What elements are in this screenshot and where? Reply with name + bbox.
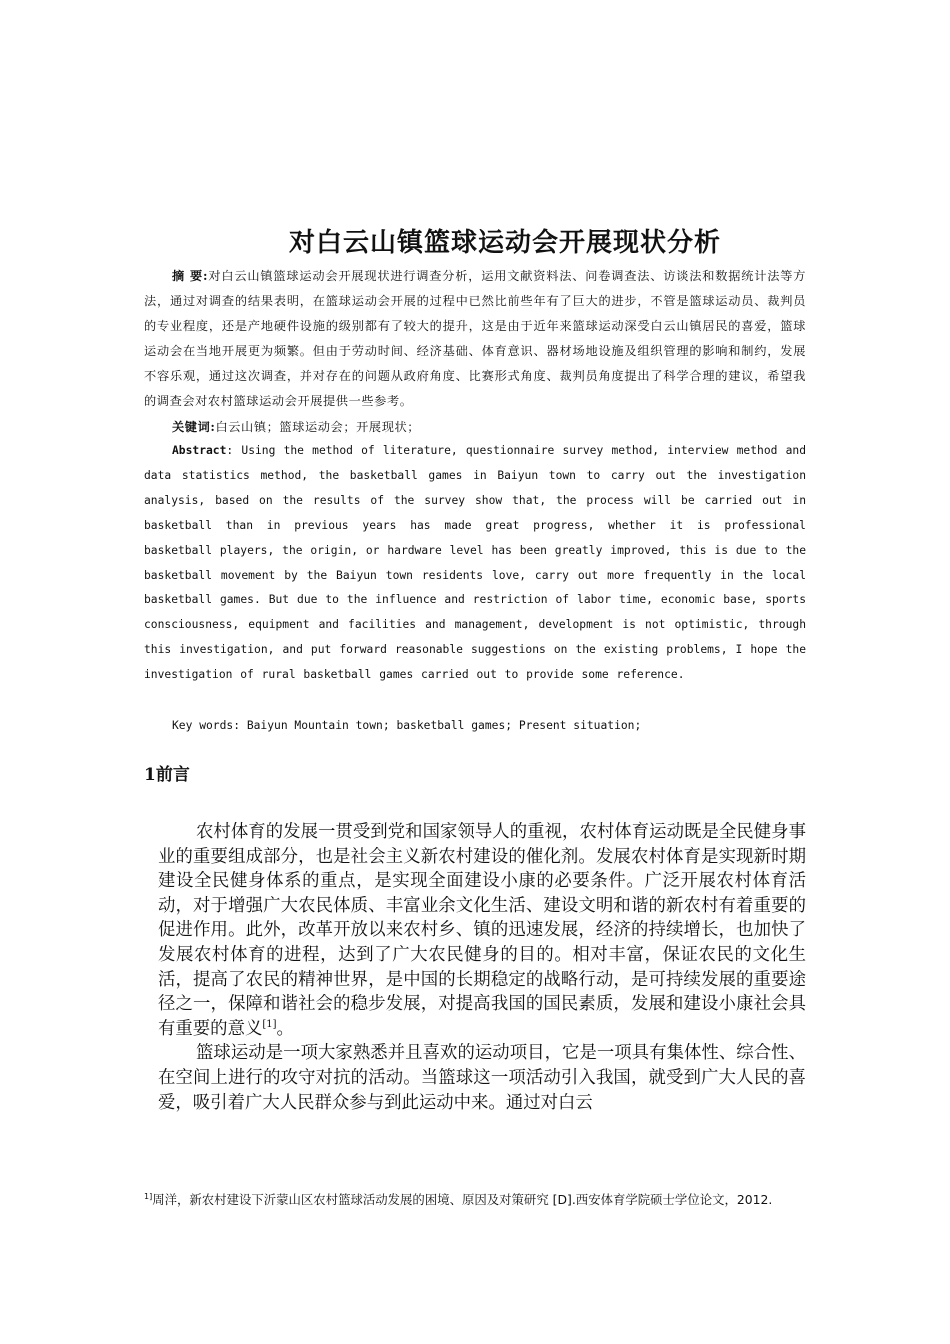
chinese-keywords [144, 415, 806, 440]
chinese-keywords-label: 关键词: [172, 420, 216, 434]
chinese-abstract-text: 对白云山镇篮球运动会开展现状进行调查分析，运用文献资料法、问卷调查法、访谈法和数据统计法等方法，通过对调查的结果表明，在篮球运动会开展的过程中已然比前些年有了巨大的进步，不管是篮球运动员、裁判员的专业程度，还是产地硬件设施的级别都有了较大的提升，这是由于近年来篮球运动深受白云山镇居民的喜爱，篮球运动会在当地开展更为频繁。但由于劳动时间、经济基础、体育意识、器材场地设施及组织管理的影响和制约，发展不容乐观，通过这次调查，并对存在的问题从政府角度、比赛形式角度、裁判员角度提出了科学合理的建议，希望我的调查会对农村篮球运动会开展提供一些参考。 [144, 269, 806, 408]
paragraph-1-text: 农村体育的发展一贯受到党和国家领导人的重视，农村体育运动既是全民健身事业的重要组成部分，也是社会主义新农村建设的催化剂。发展农村体育是实现新时期建设全民健身体系的重点，是实现全面建设小康的必要条件。广泛开展农村体育活动，对于增强广大农民体质、丰富业余文化生活、建设文明和谐的新农村有着重要的促进作用。此外，改革开放以来农村乡、镇的迅速发展，经济的持续增长，也加快了发展农村体育的进程，达到了广大农民健身的目的。相对丰富，保证农民的文化生活，提高了农民的精神世界，是中国的长期稳定的战略行动，是可持续发展的重要途径之一，保障和谐社会的稳步发展，对提高我国的国民素质，发展和建设小康社会具有重要的意义 [158, 822, 806, 1039]
citation-reference: [1] [262, 1018, 277, 1030]
footnote-text: 周洋，新农村建设下沂蒙山区农村篮球活动发展的困境、原因及对策研究 [D].西安体育学院硕士学位论文，2012. [152, 1192, 773, 1207]
footnote [144, 1190, 806, 1210]
footnote-mark: 1] [144, 1191, 153, 1201]
english-abstract [144, 439, 806, 688]
english-keywords: Key words: Baiyun Mountain town; basketball games; Present situation; [172, 719, 642, 732]
chinese-keywords-text: 白云山镇；篮球运动会；开展现状； [215, 420, 421, 434]
paragraph-1 [158, 820, 806, 1041]
paper-title: 对白云山镇篮球运动会开展现状分析 [288, 228, 721, 258]
paragraph-1-end: 。 [276, 1018, 294, 1039]
paragraph-2: 篮球运动是一项大家熟悉并且喜欢的运动项目，它是一项具有集体性、综合性、在空间上进行的攻守对抗的活动。当篮球这一项活动引入我国，就受到广大人民的喜爱，吸引着广大人民群众参与到此运动中来。通过对白云 [158, 1043, 806, 1113]
body-text [158, 820, 806, 1115]
section-heading-introduction: 1前言 [144, 765, 190, 785]
english-abstract-text: : Using the method of literature, questionnaire survey method, interview method and data statistics method, the basketball games in Baiyun town to carry out the investigation analysis, based on the results of the survey show that, the process will be carried out in basketball than in previous years has made great progress, whether it is professional basketball players, the origin, or hardware level has been greatly improved, this is due to the basketball movement by the Baiyun town residents love, carry out more frequently in the local basketball games. But due to the influence and restriction of labor time, economic base, sports consciousness, equipment and facilities and management, development is not optimistic, through this investigation, and put forward reasonable suggestions on the existing problems, I hope the investigation of rural basketball games carried out to provide some reference. [144, 444, 806, 682]
chinese-abstract [144, 264, 806, 414]
english-abstract-label: Abstract [172, 444, 227, 457]
chinese-abstract-label: 摘 要: [172, 269, 209, 283]
